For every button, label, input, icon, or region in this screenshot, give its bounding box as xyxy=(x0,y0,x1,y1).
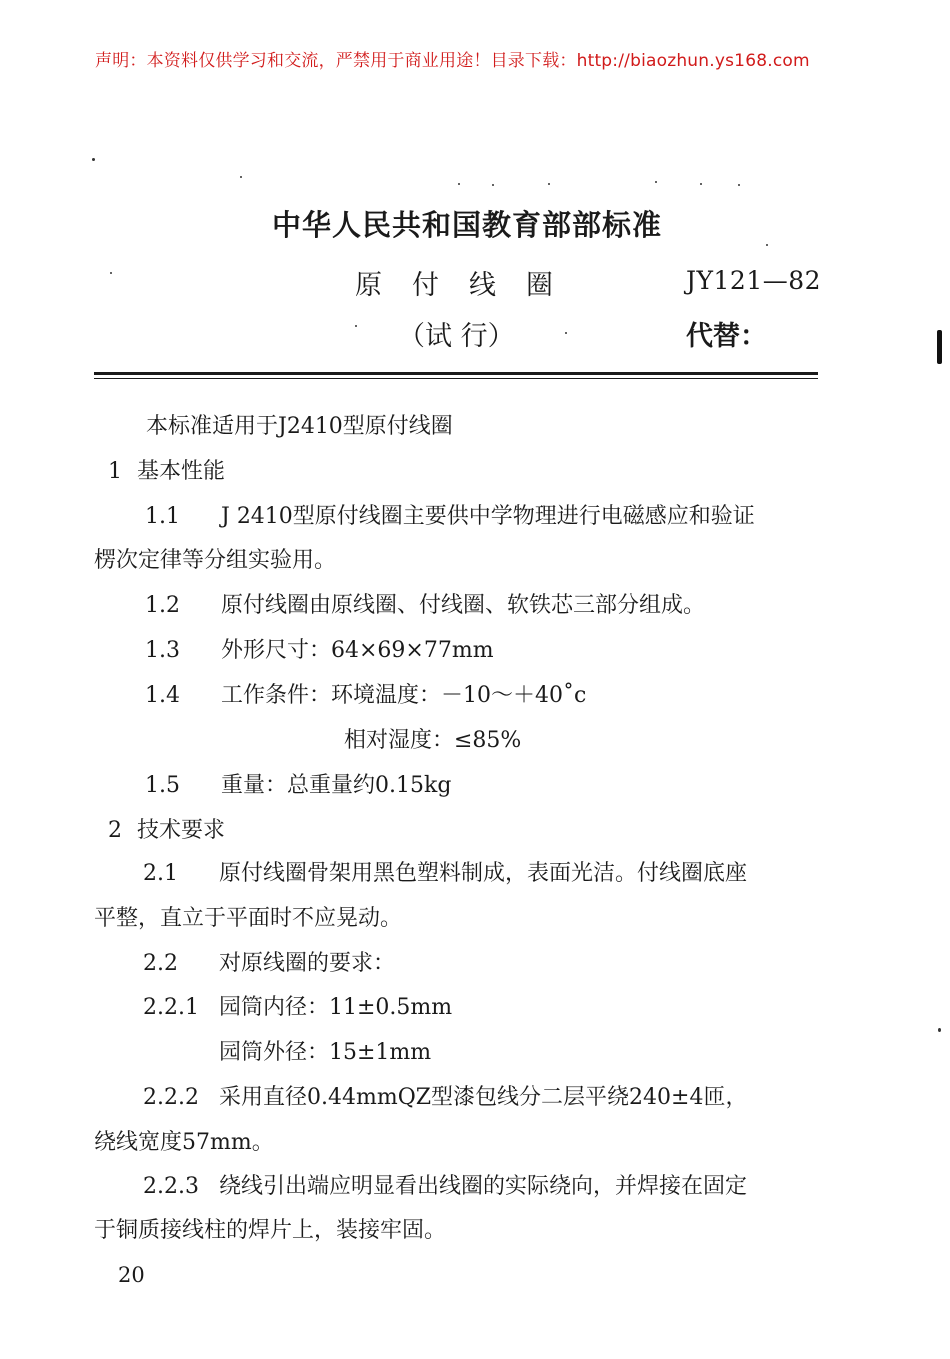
section-title: 技术要求 xyxy=(137,818,226,843)
document-name: 原付线圈 xyxy=(355,270,583,301)
clause-number: 2.2 xyxy=(143,951,178,976)
standard-issuer-title: 中华人民共和国教育部部标准 xyxy=(272,208,663,242)
header-rule-thin xyxy=(94,378,818,379)
scan-speck xyxy=(492,184,494,186)
trial-label: （试 行） xyxy=(398,321,515,352)
scan-speck xyxy=(548,183,550,185)
scan-speck xyxy=(938,1028,941,1032)
clause-text: 园筒内径：11±0.5mm xyxy=(219,995,453,1020)
clause-number: 1.4 xyxy=(145,683,180,708)
section-2-heading xyxy=(108,820,225,842)
clause-1-2 xyxy=(145,595,705,617)
section-number: 2 xyxy=(108,818,122,843)
clause-text: 工作条件：环境温度：－10～＋40˚c xyxy=(221,683,587,708)
clause-text: 采用直径0.44mmQZ型漆包线分二层平绕240±4匝， xyxy=(219,1085,748,1110)
clause-text: 原付线圈由原线圈、付线圈、软铁芯三部分组成。 xyxy=(221,593,706,618)
scan-edge-mark xyxy=(937,330,942,364)
scan-speck xyxy=(110,272,112,274)
clause-2-2-1 xyxy=(143,997,452,1019)
copyright-notice: 声明：本资料仅供学习和交流，严禁用于商业用途！目录下载：http://biaozhun.ys168.com xyxy=(95,51,810,71)
page-number: 20 xyxy=(118,1263,145,1287)
clause-number: 2.2.1 xyxy=(143,995,199,1020)
scan-speck xyxy=(355,325,357,327)
clause-number: 2.2.2 xyxy=(143,1085,199,1110)
clause-text: 外形尺寸：64×69×77mm xyxy=(221,638,494,663)
clause-2-1-continued: 平整，直立于平面时不应晃动。 xyxy=(94,906,403,931)
clause-text: J 2410型原付线圈主要供中学物理进行电磁感应和验证 xyxy=(221,504,755,529)
scan-speck xyxy=(92,158,95,161)
clause-1-1-continued: 楞次定律等分组实验用。 xyxy=(94,548,337,573)
section-number: 1 xyxy=(108,459,122,484)
scan-speck xyxy=(240,176,242,178)
clause-2-2-3 xyxy=(143,1176,747,1198)
scan-speck xyxy=(700,183,702,185)
scan-speck xyxy=(766,244,768,246)
clause-1-5 xyxy=(145,775,451,797)
clause-2-2-2 xyxy=(143,1087,747,1109)
clause-number: 1.2 xyxy=(145,593,180,618)
clause-2-2-2-continued: 绕线宽度57mm。 xyxy=(94,1130,274,1155)
clause-number: 2.1 xyxy=(143,861,178,886)
clause-text: 原付线圈骨架用黑色塑料制成，表面光洁。付线圈底座 xyxy=(219,861,748,886)
clause-1-3 xyxy=(145,640,494,662)
clause-1-4 xyxy=(145,685,586,707)
clause-number: 2.2.3 xyxy=(143,1174,199,1199)
clause-text: 重量：总重量约0.15kg xyxy=(221,773,452,798)
clause-text: 绕线引出端应明显看出线圈的实际绕向，并焊接在固定 xyxy=(219,1174,748,1199)
clause-1-1 xyxy=(145,506,755,528)
scan-speck xyxy=(458,183,460,185)
scan-speck xyxy=(738,184,740,186)
scan-speck xyxy=(655,181,657,183)
clause-1-4-humidity: 相对湿度：≤85% xyxy=(344,728,522,753)
clause-number: 1.5 xyxy=(145,773,180,798)
clause-text: 对原线圈的要求： xyxy=(219,951,396,976)
section-title: 基本性能 xyxy=(137,459,226,484)
replaces-label: 代替： xyxy=(686,321,767,352)
clause-number: 1.3 xyxy=(145,638,180,663)
clause-number: 1.1 xyxy=(145,504,180,529)
clause-2-2 xyxy=(143,953,395,975)
clause-2-1 xyxy=(143,863,747,885)
scan-speck xyxy=(565,332,567,334)
section-1-heading xyxy=(108,461,225,483)
clause-2-2-1-outer: 园筒外径：15±1mm xyxy=(219,1040,432,1065)
clause-2-2-3-continued: 于铜质接线柱的焊片上，装接牢固。 xyxy=(94,1218,447,1243)
standard-number: JY121—82 xyxy=(686,266,822,295)
intro-paragraph: 本标准适用于J2410型原付线圈 xyxy=(146,414,453,439)
header-rule-thick xyxy=(94,372,818,375)
